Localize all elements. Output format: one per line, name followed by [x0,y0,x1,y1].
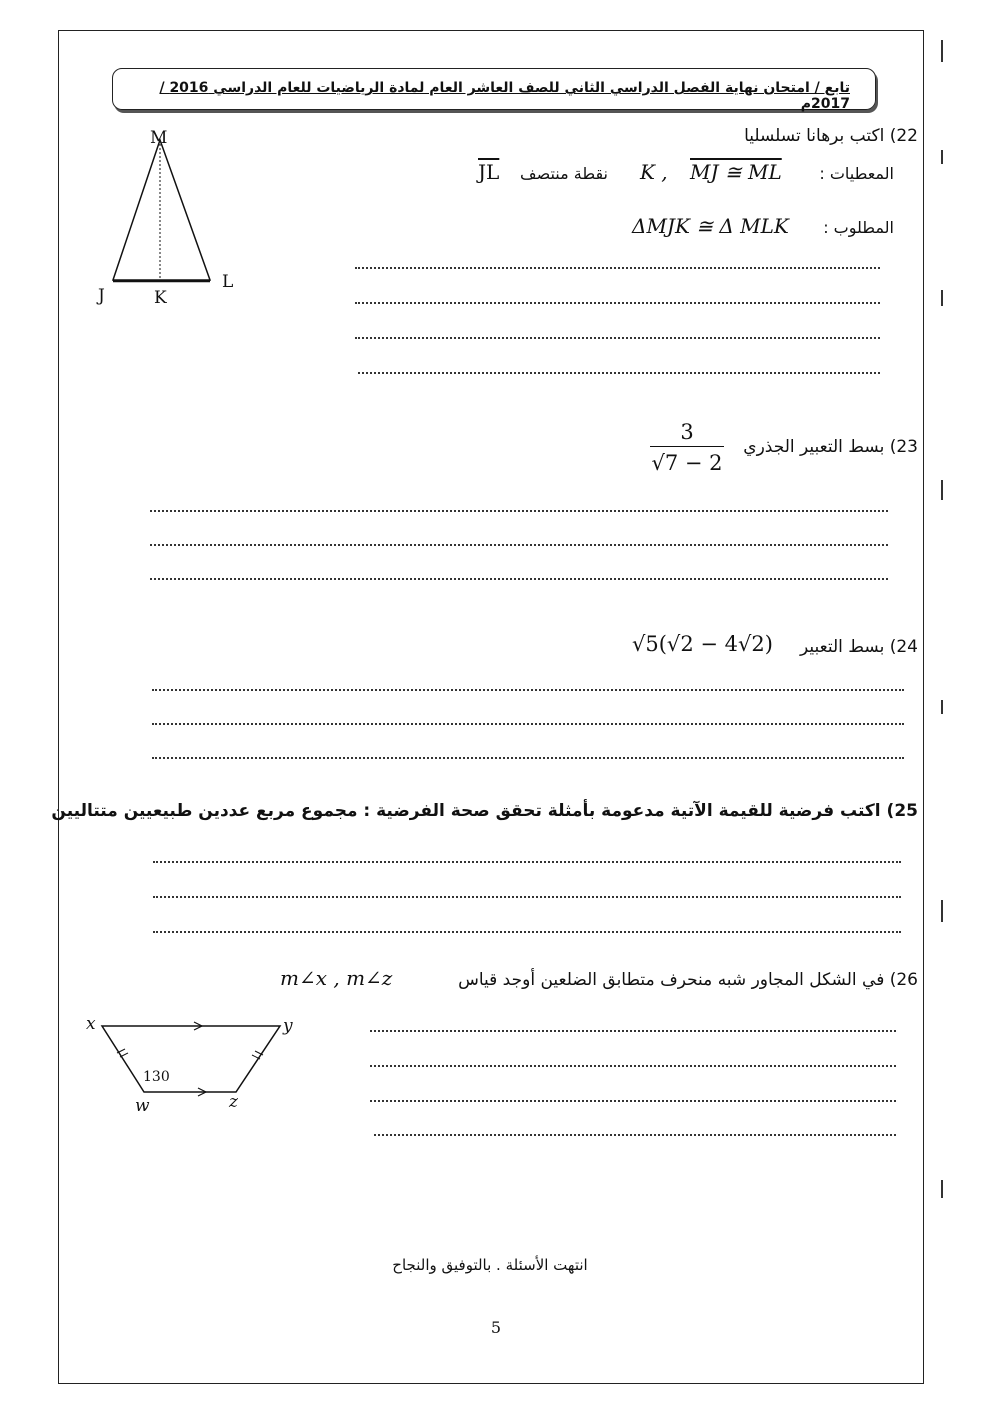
q26-answer-line [370,1030,896,1032]
q22-required-math: ΔMJK ≅ Δ MLK [632,214,789,238]
q22-given-label: المعطيات : [819,164,894,183]
q22-answer-line [355,267,880,269]
label-k: K [154,288,167,308]
trapezoid-xyzw [102,1026,280,1092]
label-angle-130: 130 [143,1069,170,1085]
q23-numerator: 3 [650,420,724,447]
page-number: 5 [490,1318,502,1337]
q25-answer-line [153,896,901,898]
label-y: y [283,1016,293,1036]
scan-edge-marks [941,0,947,1402]
q22-midpoint-text: نقطة منتصف [520,164,608,183]
q22-answer-line [355,337,880,339]
q22-given-point: K , [640,160,668,184]
exam-header-title: تابع / امتحان نهاية الفصل الدراسي الثاني للصف العاشر العام لمادة الرياضيات للعام الدراسي 2016 / 2017م [159,80,850,112]
q23-fraction [650,420,724,475]
q25-title: 25) اكتب فرضية للقيمة الآتية مدعومة بأمثلة تحقق صحة الفرضية : مجموع مربع عددين طبيعيين متتاليين [51,801,918,821]
triangle-mjl [113,140,210,280]
q23-answer-line [150,578,888,580]
q22-segment [478,160,499,184]
q23-answer-line [150,544,888,546]
q22-answer-line [355,302,880,304]
q22-required-label: المطلوب : [823,218,894,237]
q25-answer-line [153,931,901,933]
q24-answer-line [152,723,904,725]
q25-answer-line [153,861,901,863]
q22-title: 22) اكتب برهانا تسلسليا [744,126,918,146]
q23-answer-line [150,510,888,512]
q22-segment-label: $\overline{JL}$ [478,160,500,184]
q24-expression: √5(√2 − 4√2) [632,632,773,656]
q26-angles: m∠x , m∠z [280,966,393,990]
label-m: M [150,128,168,148]
q23-denominator: √7 − 2 [651,451,723,475]
q26-answer-line [370,1065,896,1067]
label-l: L [222,272,234,292]
q26-answer-line [374,1134,896,1136]
q24-answer-line [152,757,904,759]
q26-answer-line [370,1100,896,1102]
closing-message: انتهت الأسئلة . بالتوفيق والنجاح [392,1256,588,1274]
q22-answer-line [358,372,880,374]
q22-given-math: MJ ≅ ML [690,160,782,184]
q22-given-congruence [690,160,782,184]
q26-trapezoid-figure [90,1010,310,1120]
label-z: z [229,1092,238,1112]
q24-answer-line [152,689,904,691]
label-j: J [98,286,105,306]
label-w: w [135,1096,150,1116]
label-x: x [86,1014,96,1034]
q26-title: 26) في الشكل المجاور شبه منحرف متطابق الضلعين أوجد قياس [458,970,918,990]
q23-title: 23) بسط التعبير الجذري [743,437,918,457]
q24-title: 24) بسط التعبير [800,637,918,657]
